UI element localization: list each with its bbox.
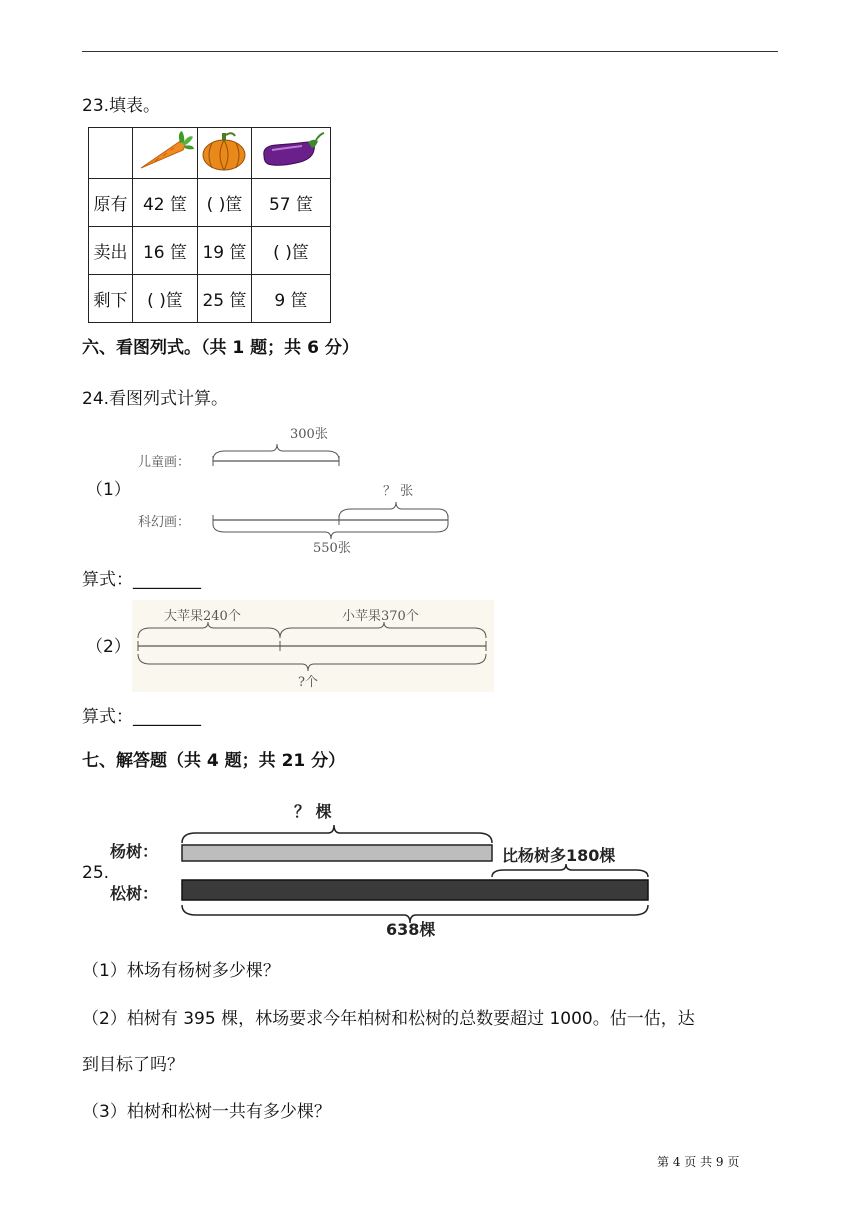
q25-sub2-line2: 到目标了吗？ [82,1055,184,1075]
q25-sub1: （1）林场有杨树多少棵？ [82,961,280,981]
q25-diagram [108,795,653,940]
total-550: 550张 [313,541,351,556]
table-cell: 9 筐 [252,275,331,323]
difference-label: 比杨树多180棵 [502,846,616,865]
small-apples-label: 小苹果370个 [342,609,419,624]
label-children-drawing: 儿童画： [138,455,191,470]
label-poplar: 杨树： [110,842,159,861]
table-cell: 19 筐 [198,227,252,275]
poplar-unknown: ？ 棵 [294,802,332,821]
q24-part1-diagram [135,420,465,560]
q25-number: 25. [82,863,110,883]
pumpkin-icon [198,128,252,179]
row-label: 卖出 [89,227,133,275]
table-row [89,275,331,323]
pine-total: 638棵 [386,920,436,939]
q25-sub3: （3）柏树和松树一共有多少棵？ [82,1102,331,1122]
table-cell: 25 筐 [198,275,252,323]
q24-part1-number: （1） [86,480,131,500]
total-unknown: ?个 [298,675,318,690]
table-cell: ( )筐 [198,179,252,227]
q24-answer-1: 算式：________ [82,570,201,590]
q25-sub2-line1: （2）柏树有 395 棵，林场要求今年柏树和松树的总数要超过 1000。估一估，达 [82,1009,695,1029]
q24-part2-number: （2） [86,637,131,657]
table-cell: 57 筐 [252,179,331,227]
label-scifi-drawing: 科幻画： [138,515,191,530]
row-label: 原有 [89,179,133,227]
table-corner-cell [89,128,133,179]
table-cell: ( )筐 [133,275,198,323]
q24-title: 24.看图列式计算。 [82,389,229,409]
section-6-heading: 六、看图列式。（共 1 题；共 6 分） [82,338,359,358]
unknown-count: ？ 张 [383,484,414,499]
row-label: 剩下 [89,275,133,323]
table-row [89,227,331,275]
table-cell: 16 筐 [133,227,198,275]
big-apples-label: 大苹果240个 [164,609,241,624]
table-cell: 42 筐 [133,179,198,227]
table-cell: ( )筐 [252,227,331,275]
header-rule [82,51,778,52]
page-footer: 第 4 页 共 9 页 [657,1155,740,1169]
label-pine: 松树： [110,884,159,903]
carrot-icon [133,128,198,179]
value-300: 300张 [290,427,328,442]
section-7-heading: 七、解答题（共 4 题；共 21 分） [82,751,346,771]
q23-title: 23.填表。 [82,96,161,116]
q24-answer-2: 算式：________ [82,707,201,727]
table-row [89,179,331,227]
q24-part2-diagram [132,600,494,692]
eggplant-icon [252,128,331,179]
table-header-row [89,128,331,179]
fill-table [88,127,331,323]
